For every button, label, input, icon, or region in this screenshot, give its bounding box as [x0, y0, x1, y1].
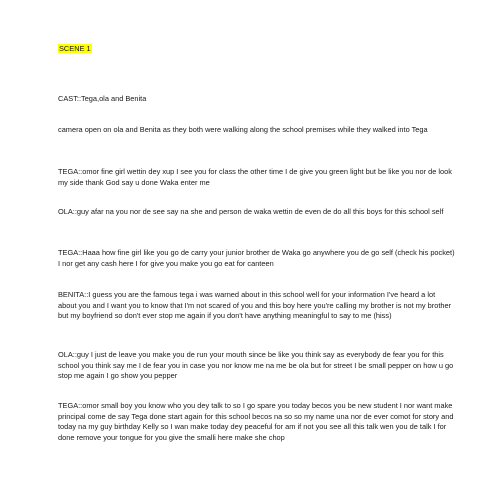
script-paragraph: TEGA::omor fine girl wettin dey xup I see you for class the other time I de give you green light but be like you nor de look my side thank God say u done Waka enter me — [58, 167, 452, 187]
script-paragraph: camera open on ola and Benita as they both were walking along the school premises while they walked into Tega — [58, 125, 428, 134]
cast-line: CAST::Tega,ola and Benita — [58, 94, 147, 103]
script-paragraph: TEGA::Haaa how fine girl like you go de carry your junior brother de Waka go anywhere you de go self (check his pocket) I nor get any cash here I for give you make you go eat for canteen — [58, 248, 455, 268]
scene-heading: SCENE 1 — [59, 44, 91, 53]
script-paragraph: BENITA::I guess you are the famous tega i was warned about in this school well for your information I've heard a lot about you and I want you to know that I'm not scared of you and this boy here you're calling my brother is not my brother but my boyfriend so don't ever stop me again if you don't have anything meaningful to say to me (hiss) — [58, 290, 452, 321]
script-paragraph: TEGA::omor small boy you know who you dey talk to so I go spare you today becos you be new student I nor want make principal come de say Tega done start again for this school becos na so so my name una nor de ever comot for story and today na my guy birthday Kelly so I wan make today dey peaceful for am if not you see all this talk wen you de talk I for done remove your tongue for you give the smalli here make she chop — [58, 401, 454, 442]
script-paragraph: OLA::guy afar na you nor de see say na she and person de waka wettin de even de do all this boys for this school self — [58, 207, 444, 216]
script-paragraph: OLA::guy I just de leave you make you de run your mouth since be like you think say as everybody de fear you for this school you think say me I de fear you in case you nor know me na me be ola but for street I be small pepper on how u go stop me again I go show you pepper — [58, 350, 454, 381]
